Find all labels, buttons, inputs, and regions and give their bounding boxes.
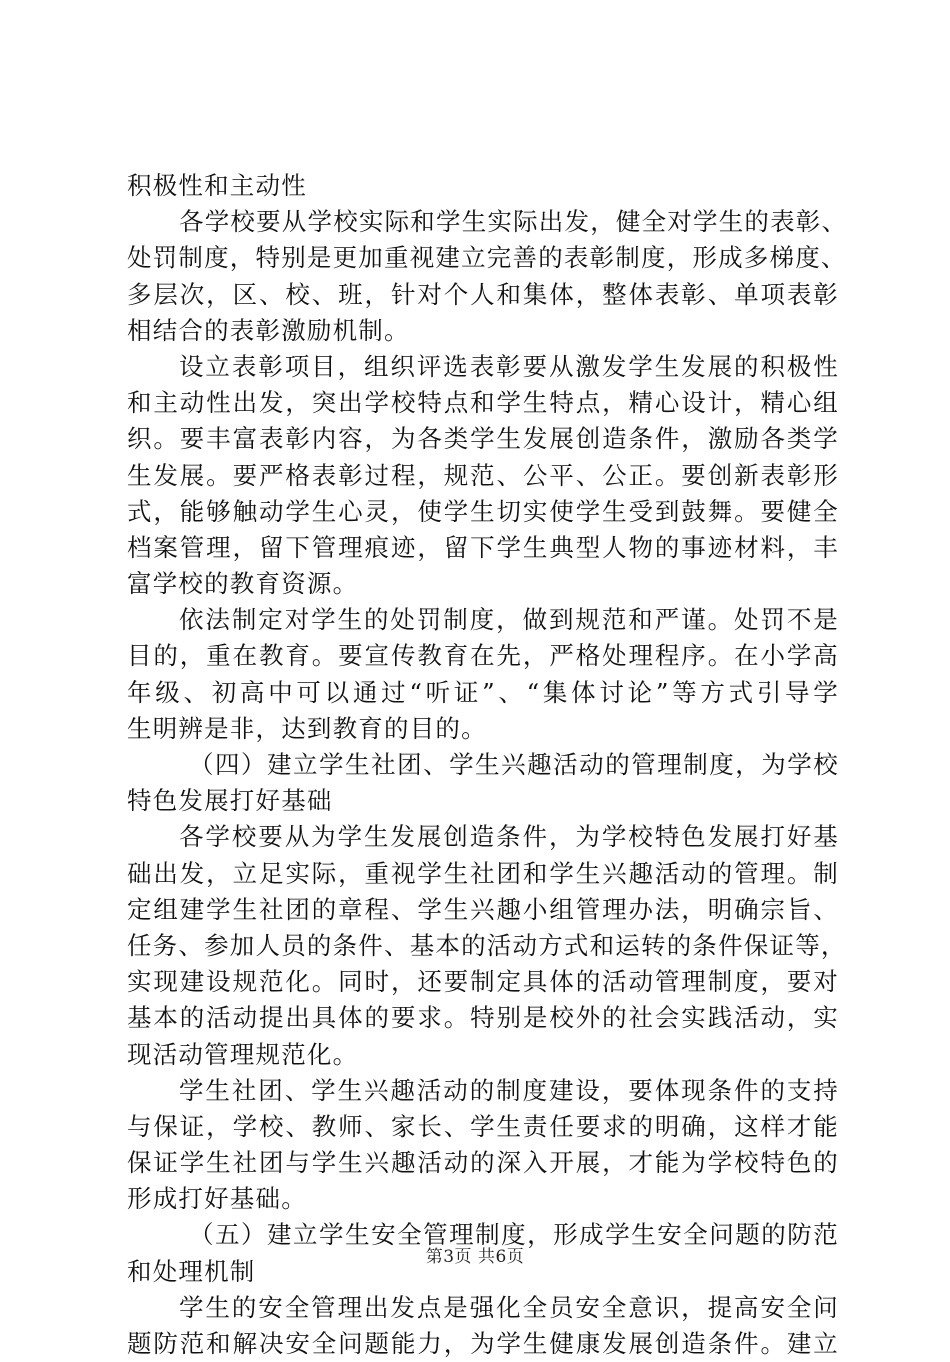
text-line: 富学校的教育资源。 bbox=[127, 569, 359, 599]
text-line: 织。要丰富表彰内容，为各类学生发展创造条件，激励各类学 bbox=[127, 424, 839, 454]
text-line: 生发展。要严格表彰过程，规范、公平、公正。要创新表彰形 bbox=[127, 460, 839, 490]
text-line: 学生社团、学生兴趣活动的制度建设，要体现条件的支持 bbox=[179, 1075, 839, 1105]
document-body bbox=[127, 168, 848, 1362]
section-heading: （五）建立学生安全管理制度，形成学生安全问题的防范 bbox=[189, 1220, 839, 1250]
text-line: 现活动管理规范化。 bbox=[127, 1039, 359, 1069]
text-line: 实现建设规范化。同时，还要制定具体的活动管理制度，要对 bbox=[127, 967, 839, 997]
text-line: 基本的活动提出具体的要求。特别是校外的社会实践活动，实 bbox=[127, 1003, 839, 1033]
text-line: 任务、参加人员的条件、基本的活动方式和运转的条件保证等， bbox=[127, 930, 847, 960]
text-line: 档案管理，留下管理痕迹，留下学生典型人物的事迹材料，丰 bbox=[127, 532, 839, 562]
section-heading-continued: 特色发展打好基础 bbox=[127, 786, 333, 816]
text-line: 相结合的表彰激励机制。 bbox=[127, 315, 410, 345]
text-line: 处罚制度，特别是更加重视建立完善的表彰制度，形成多梯度、 bbox=[127, 243, 847, 273]
text-line: 与保证，学校、教师、家长、学生责任要求的明确，这样才能 bbox=[127, 1111, 839, 1141]
section-heading-continued: 和处理机制 bbox=[127, 1256, 256, 1286]
text-line: 目的，重在教育。要宣传教育在先，严格处理程序。在小学高 bbox=[127, 641, 839, 671]
text-line: 多层次，区、校、班，针对个人和集体，整体表彰、单项表彰 bbox=[127, 279, 839, 309]
section-heading: （四）建立学生社团、学生兴趣活动的管理制度，为学校 bbox=[189, 750, 839, 779]
text-line: 保证学生社团与学生兴趣活动的深入开展，才能为学校特色的 bbox=[127, 1148, 839, 1178]
text-line: 和主动性出发，突出学校特点和学生特点，精心设计，精心组 bbox=[127, 388, 839, 418]
text-line: 学生的安全管理出发点是强化全员安全意识，提高安全问 bbox=[179, 1292, 839, 1322]
text-line: 式，能够触动学生心灵，使学生切实使学生受到鼓舞。要健全 bbox=[127, 496, 839, 526]
page-number-footer: 第3页 共6页 bbox=[425, 1247, 525, 1267]
text-line: 各学校要从为学生发展创造条件，为学校特色发展打好基 bbox=[179, 822, 839, 852]
text-line: 生明辨是非，达到教育的目的。 bbox=[127, 713, 487, 743]
text-line: 础出发，立足实际，重视学生社团和学生兴趣活动的管理。制 bbox=[127, 858, 839, 888]
text-line: 依法制定对学生的处罚制度，做到规范和严谨。处罚不是 bbox=[179, 605, 839, 635]
text-line: 年级、初高中可以通过“听证”、“集体讨论”等方式引导学 bbox=[127, 677, 839, 707]
text-line: 定组建学生社团的章程、学生兴趣小组管理办法，明确宗旨、 bbox=[127, 894, 839, 924]
text-line: 设立表彰项目，组织评选表彰要从激发学生发展的积极性 bbox=[179, 351, 839, 381]
text-line: 各学校要从学校实际和学生实际出发，健全对学生的表彰、 bbox=[179, 207, 848, 237]
text-line: 题防范和解决安全问题能力，为学生健康发展创造条件。建立 bbox=[127, 1329, 839, 1358]
text-line: 形成打好基础。 bbox=[127, 1184, 307, 1214]
text-line: 积极性和主动性 bbox=[127, 171, 307, 200]
